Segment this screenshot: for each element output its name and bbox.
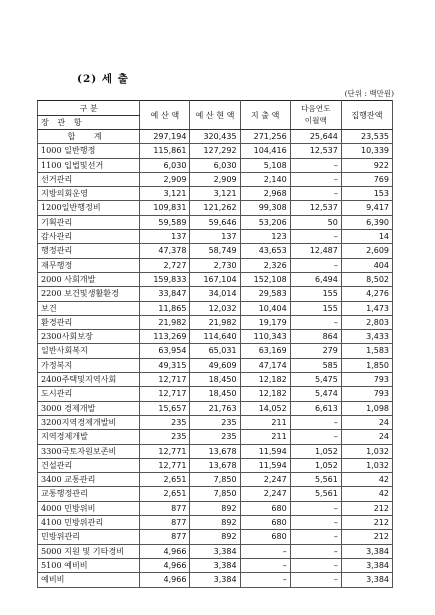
row-label: 5100 예비비: [38, 558, 140, 572]
table-row: [38, 387, 393, 401]
row-value: –: [290, 573, 341, 587]
row-label: 교통행정관리: [38, 487, 140, 501]
unit-note: (단위 : 백만원): [344, 89, 394, 98]
row-label: 2300사회보장: [38, 330, 140, 344]
table-row: [38, 444, 393, 458]
row-value: 1,850: [341, 358, 392, 372]
row-value: 680: [240, 501, 290, 515]
table-row: [38, 430, 393, 444]
row-value: 11,865: [140, 301, 190, 315]
row-value: 235: [190, 415, 240, 429]
row-value: 6,390: [341, 215, 392, 229]
row-value: 153: [341, 187, 392, 201]
row-label: 재무행정: [38, 258, 140, 272]
table-row: [38, 544, 393, 558]
row-value: 21,982: [140, 315, 190, 329]
row-value: 127,292: [190, 144, 240, 158]
row-value: 3,121: [140, 187, 190, 201]
row-value: 2,727: [140, 258, 190, 272]
table-row: [38, 573, 393, 587]
row-label: 4100 민방위관리: [38, 516, 140, 530]
row-value: 5,561: [290, 487, 341, 501]
table-row: [38, 172, 393, 186]
header-division-bottom: 장 관 항: [38, 116, 140, 130]
table-row: [38, 215, 393, 229]
table-row: [38, 272, 393, 286]
row-label: 가정복지: [38, 358, 140, 372]
row-value: 42: [341, 473, 392, 487]
row-value: 2,140: [240, 172, 290, 186]
row-value: 49,609: [190, 358, 240, 372]
row-value: 793: [341, 373, 392, 387]
row-value: 1,052: [290, 458, 341, 472]
row-value: 21,982: [190, 315, 240, 329]
row-value: 2,909: [190, 172, 240, 186]
row-label: 3000 경제개발: [38, 401, 140, 415]
row-value: 53,206: [240, 215, 290, 229]
table-row: [38, 158, 393, 172]
row-label: 1000 일반행정: [38, 144, 140, 158]
row-value: 13,678: [190, 458, 240, 472]
row-label: 3300국토자원보존비: [38, 444, 140, 458]
row-value: 152,108: [240, 272, 290, 286]
row-value: 24: [341, 415, 392, 429]
row-value: –: [290, 430, 341, 444]
row-value: –: [290, 172, 341, 186]
row-value: 2,609: [341, 244, 392, 258]
row-value: 211: [240, 415, 290, 429]
row-label: 1200일반행정비: [38, 201, 140, 215]
row-value: –: [290, 187, 341, 201]
row-label: 5000 지원 및 기타경비: [38, 544, 140, 558]
row-value: –: [290, 415, 341, 429]
row-value: 212: [341, 501, 392, 515]
row-value: –: [240, 558, 290, 572]
row-value: 137: [140, 230, 190, 244]
table-row: [38, 258, 393, 272]
row-value: 235: [190, 430, 240, 444]
row-value: 19,179: [240, 315, 290, 329]
row-label: 환경관리: [38, 315, 140, 329]
header-budget: 예 산 액: [140, 101, 190, 130]
row-value: 892: [190, 530, 240, 544]
row-value: 7,850: [190, 487, 240, 501]
row-value: 12,717: [140, 373, 190, 387]
row-value: 121,262: [190, 201, 240, 215]
row-value: 1,583: [341, 344, 392, 358]
row-value: 3,384: [190, 573, 240, 587]
row-value: 2,968: [240, 187, 290, 201]
header-current-budget: 예 산 현 액: [190, 101, 240, 130]
row-value: 137: [190, 230, 240, 244]
row-label: 행정관리: [38, 244, 140, 258]
row-value: 6,030: [140, 158, 190, 172]
row-value: 892: [190, 516, 240, 530]
row-label: 지방의회운영: [38, 187, 140, 201]
row-value: 34,014: [190, 287, 240, 301]
row-value: 155: [290, 301, 341, 315]
row-value: 3,433: [341, 330, 392, 344]
row-value: –: [240, 544, 290, 558]
table-row: [38, 415, 393, 429]
row-value: 7,850: [190, 473, 240, 487]
row-value: 49,315: [140, 358, 190, 372]
row-value: –: [290, 516, 341, 530]
header-carryover: [290, 101, 341, 130]
row-value: 6,613: [290, 401, 341, 415]
row-value: 3,384: [341, 558, 392, 572]
table-row: [38, 473, 393, 487]
row-value: –: [290, 501, 341, 515]
table-row: [38, 130, 393, 144]
row-value: 10,339: [341, 144, 392, 158]
row-label: 보건: [38, 301, 140, 315]
row-value: –: [290, 558, 341, 572]
row-value: 13,678: [190, 444, 240, 458]
row-value: 47,174: [240, 358, 290, 372]
row-label: 지역경제개발: [38, 430, 140, 444]
row-value: 10,404: [240, 301, 290, 315]
row-value: 12,182: [240, 373, 290, 387]
row-value: 50: [290, 215, 341, 229]
row-value: 65,031: [190, 344, 240, 358]
table-row: [38, 501, 393, 515]
row-value: 11,594: [240, 458, 290, 472]
table-body: [38, 130, 393, 588]
row-value: 680: [240, 516, 290, 530]
row-label: 일반사회복지: [38, 344, 140, 358]
row-value: 922: [341, 158, 392, 172]
row-value: 33,847: [140, 287, 190, 301]
row-value: 1,473: [341, 301, 392, 315]
row-value: 12,717: [140, 387, 190, 401]
table-row: [38, 330, 393, 344]
row-label: 2000 사회개발: [38, 272, 140, 286]
row-value: 271,256: [240, 130, 290, 144]
row-label: 감사관리: [38, 230, 140, 244]
row-value: 114,640: [190, 330, 240, 344]
row-value: 24: [341, 430, 392, 444]
row-value: 42: [341, 487, 392, 501]
table-row: [38, 287, 393, 301]
row-value: 2,651: [140, 487, 190, 501]
row-value: 320,435: [190, 130, 240, 144]
row-value: –: [290, 158, 341, 172]
row-value: 12,537: [290, 201, 341, 215]
table-row: [38, 301, 393, 315]
row-value: 8,502: [341, 272, 392, 286]
row-value: 167,104: [190, 272, 240, 286]
table-row: [38, 230, 393, 244]
row-value: 2,247: [240, 473, 290, 487]
row-value: 404: [341, 258, 392, 272]
row-value: 12,771: [140, 444, 190, 458]
row-value: 235: [140, 415, 190, 429]
row-value: 104,416: [240, 144, 290, 158]
row-value: 892: [190, 501, 240, 515]
table-row: [38, 401, 393, 415]
row-value: 109,831: [140, 201, 190, 215]
row-value: 63,169: [240, 344, 290, 358]
row-value: 2,326: [240, 258, 290, 272]
row-value: 585: [290, 358, 341, 372]
row-value: 3,384: [341, 573, 392, 587]
row-label: 기획관리: [38, 215, 140, 229]
table-row: [38, 458, 393, 472]
row-label: 도시관리: [38, 387, 140, 401]
row-value: 63,954: [140, 344, 190, 358]
row-value: 110,343: [240, 330, 290, 344]
row-value: 43,653: [240, 244, 290, 258]
header-carryover-text: 다음연도 이월액: [301, 104, 331, 125]
row-value: 99,308: [240, 201, 290, 215]
row-value: 18,450: [190, 387, 240, 401]
row-label: 4000 민방위비: [38, 501, 140, 515]
row-value: 14,052: [240, 401, 290, 415]
row-label: 3400 교통관리: [38, 473, 140, 487]
row-value: 11,594: [240, 444, 290, 458]
row-value: 47,378: [140, 244, 190, 258]
row-value: 793: [341, 387, 392, 401]
row-value: 877: [140, 501, 190, 515]
row-value: 1,098: [341, 401, 392, 415]
row-label: 민방위관리: [38, 530, 140, 544]
row-value: 3,121: [190, 187, 240, 201]
row-value: 59,646: [190, 215, 240, 229]
row-value: 29,583: [240, 287, 290, 301]
row-value: 5,561: [290, 473, 341, 487]
row-value: 769: [341, 172, 392, 186]
row-value: 877: [140, 530, 190, 544]
row-value: –: [290, 315, 341, 329]
row-value: 279: [290, 344, 341, 358]
row-value: 5,108: [240, 158, 290, 172]
row-label: 2200 보건및생활환경: [38, 287, 140, 301]
row-value: 4,966: [140, 558, 190, 572]
row-value: 211: [240, 430, 290, 444]
table-row: [38, 516, 393, 530]
table-row: [38, 487, 393, 501]
row-value: 14: [341, 230, 392, 244]
row-value: 6,030: [190, 158, 240, 172]
row-value: 1,032: [341, 444, 392, 458]
row-value: 113,269: [140, 330, 190, 344]
row-value: 12,182: [240, 387, 290, 401]
row-value: 123: [240, 230, 290, 244]
row-value: 12,032: [190, 301, 240, 315]
row-label: 건설관리: [38, 458, 140, 472]
row-value: 235: [140, 430, 190, 444]
row-label: 합 계: [38, 130, 140, 144]
row-value: 297,194: [140, 130, 190, 144]
table-row: [38, 558, 393, 572]
header-expenditure: 지 출 액: [240, 101, 290, 130]
row-value: 21,763: [190, 401, 240, 415]
row-value: 9,417: [341, 201, 392, 215]
row-value: 6,494: [290, 272, 341, 286]
row-value: 3,384: [190, 544, 240, 558]
table-row: [38, 344, 393, 358]
header-division-top: 구 분: [38, 101, 140, 116]
row-value: 2,909: [140, 172, 190, 186]
row-value: 5,475: [290, 373, 341, 387]
row-value: –: [290, 258, 341, 272]
row-value: 212: [341, 530, 392, 544]
row-value: 4,966: [140, 573, 190, 587]
row-value: 3,384: [190, 558, 240, 572]
row-value: 2,730: [190, 258, 240, 272]
row-value: 5,474: [290, 387, 341, 401]
expenditure-table: [37, 100, 393, 588]
row-value: 2,247: [240, 487, 290, 501]
row-value: 18,450: [190, 373, 240, 387]
row-value: 59,589: [140, 215, 190, 229]
table-row: [38, 201, 393, 215]
row-value: 25,644: [290, 130, 341, 144]
row-value: –: [240, 573, 290, 587]
row-value: 1,052: [290, 444, 341, 458]
row-value: 4,966: [140, 544, 190, 558]
row-value: 12,771: [140, 458, 190, 472]
row-value: 58,749: [190, 244, 240, 258]
row-value: 1,032: [341, 458, 392, 472]
row-label: 3200지역경제개발비: [38, 415, 140, 429]
row-value: 159,833: [140, 272, 190, 286]
table-row: [38, 144, 393, 158]
row-value: 2,803: [341, 315, 392, 329]
row-value: 877: [140, 516, 190, 530]
row-value: 155: [290, 287, 341, 301]
row-label: 선거관리: [38, 172, 140, 186]
table-row: [38, 187, 393, 201]
row-value: –: [290, 544, 341, 558]
row-value: 4,276: [341, 287, 392, 301]
table-row: [38, 244, 393, 258]
row-value: 23,535: [341, 130, 392, 144]
row-value: 115,861: [140, 144, 190, 158]
row-label: 2400주택및지역사회: [38, 373, 140, 387]
table-row: [38, 373, 393, 387]
table-row: [38, 530, 393, 544]
row-value: –: [290, 530, 341, 544]
section-title: (2) 세 출: [77, 73, 129, 85]
row-value: 212: [341, 516, 392, 530]
row-value: 12,537: [290, 144, 341, 158]
row-label: 1100 입법및선거: [38, 158, 140, 172]
header-unused: 집행잔액: [341, 101, 392, 130]
row-label: 예비비: [38, 573, 140, 587]
row-value: 864: [290, 330, 341, 344]
row-value: 12,487: [290, 244, 341, 258]
row-value: 2,651: [140, 473, 190, 487]
table-row: [38, 358, 393, 372]
row-value: 680: [240, 530, 290, 544]
row-value: –: [290, 230, 341, 244]
table-row: [38, 315, 393, 329]
row-value: 3,384: [341, 544, 392, 558]
row-value: 15,657: [140, 401, 190, 415]
